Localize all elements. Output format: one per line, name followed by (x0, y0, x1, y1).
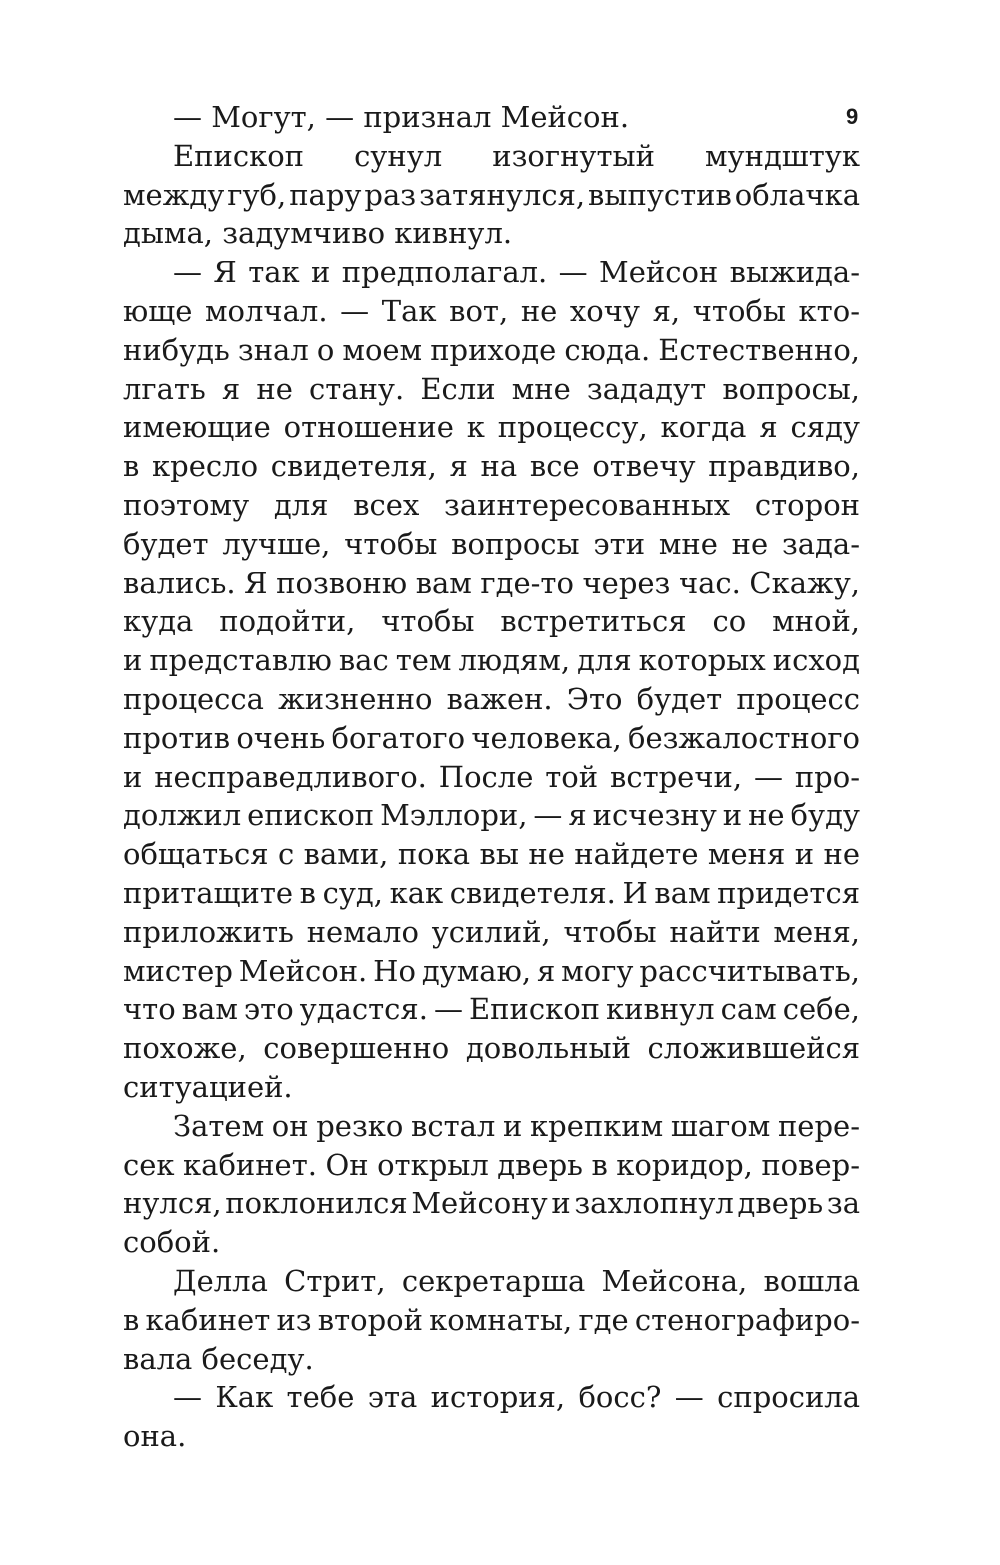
text-line: притащите в суд, как свидетеля. И вам придется (123, 875, 860, 910)
text-line: приложить немало усилий, чтобы найти меня, (123, 914, 860, 949)
text-line: между губ, пару раз затянулся, выпустив облачка (123, 177, 860, 212)
text-line: общаться с вами, пока вы не найдете меня и не (123, 837, 860, 872)
text-line: Делла Стрит, секретарша Мейсона, вошла (173, 1263, 860, 1298)
text-line: куда подойти, чтобы встретиться со мной, (123, 604, 860, 639)
text-line: вались. Я позвоню вам где-то через час. Скажу, (123, 565, 860, 600)
text-line: вала беседу. (123, 1341, 314, 1376)
text-line: будет лучше, чтобы вопросы эти мне не зада- (123, 526, 860, 561)
text-line: и несправедливого. После той встречи, — про- (123, 759, 860, 794)
text-line: — Могут, — признал Мейсон. (173, 100, 630, 134)
text-line: — Я так и предполагал. — Мейсон выжида- (173, 255, 860, 290)
text-line: мистер Мейсон. Но думаю, я могу рассчитывать, (123, 953, 860, 988)
text-line: нулся, поклонился Мейсону и захлопнул дверь за (123, 1186, 860, 1221)
text-line: — Как тебе эта история, босс? — спросила (173, 1380, 860, 1415)
text-line: что вам это удастся. — Епископ кивнул сам себе, (123, 992, 860, 1027)
text-line: юще молчал. — Так вот, не хочу я, чтобы кто- (123, 293, 860, 328)
text-line: и представлю вас тем людям, для которых исход (123, 643, 860, 678)
text-line: лгать я не стану. Если мне зададут вопросы, (123, 371, 860, 406)
text-line: процесса жизненно важен. Это будет процесс (123, 681, 860, 716)
text-line: Затем он резко встал и крепким шагом пере- (173, 1108, 860, 1143)
text-line: в кабинет из второй комнаты, где стенографиро- (123, 1302, 860, 1337)
text-line: похоже, совершенно довольный сложившейся (123, 1031, 860, 1066)
text-line: дыма, задумчиво кивнул. (123, 216, 513, 251)
text-line: в кресло свидетеля, я на все отвечу правдиво, (123, 449, 860, 484)
text-line: против очень богатого человека, безжалостного (123, 720, 860, 755)
page-number: 9 (846, 104, 859, 129)
text-line: собой. (123, 1225, 221, 1260)
text-line: ситуацией. (123, 1069, 293, 1104)
text-line: поэтому для всех заинтересованных сторон (123, 487, 860, 522)
text-line: должил епископ Мэллори, — я исчезну и не буду (123, 798, 860, 833)
text-line: Епископ сунул изогнутый мундштук (173, 138, 860, 173)
text-line: имеющие отношение к процессу, когда я сяду (123, 410, 860, 445)
text-line: она. (123, 1419, 187, 1454)
body-text (123, 98, 860, 1456)
text-line: нибудь знал о моем приходе сюда. Естественно, (123, 332, 860, 367)
text-line: сек кабинет. Он открыл дверь в коридор, повер- (123, 1147, 860, 1182)
